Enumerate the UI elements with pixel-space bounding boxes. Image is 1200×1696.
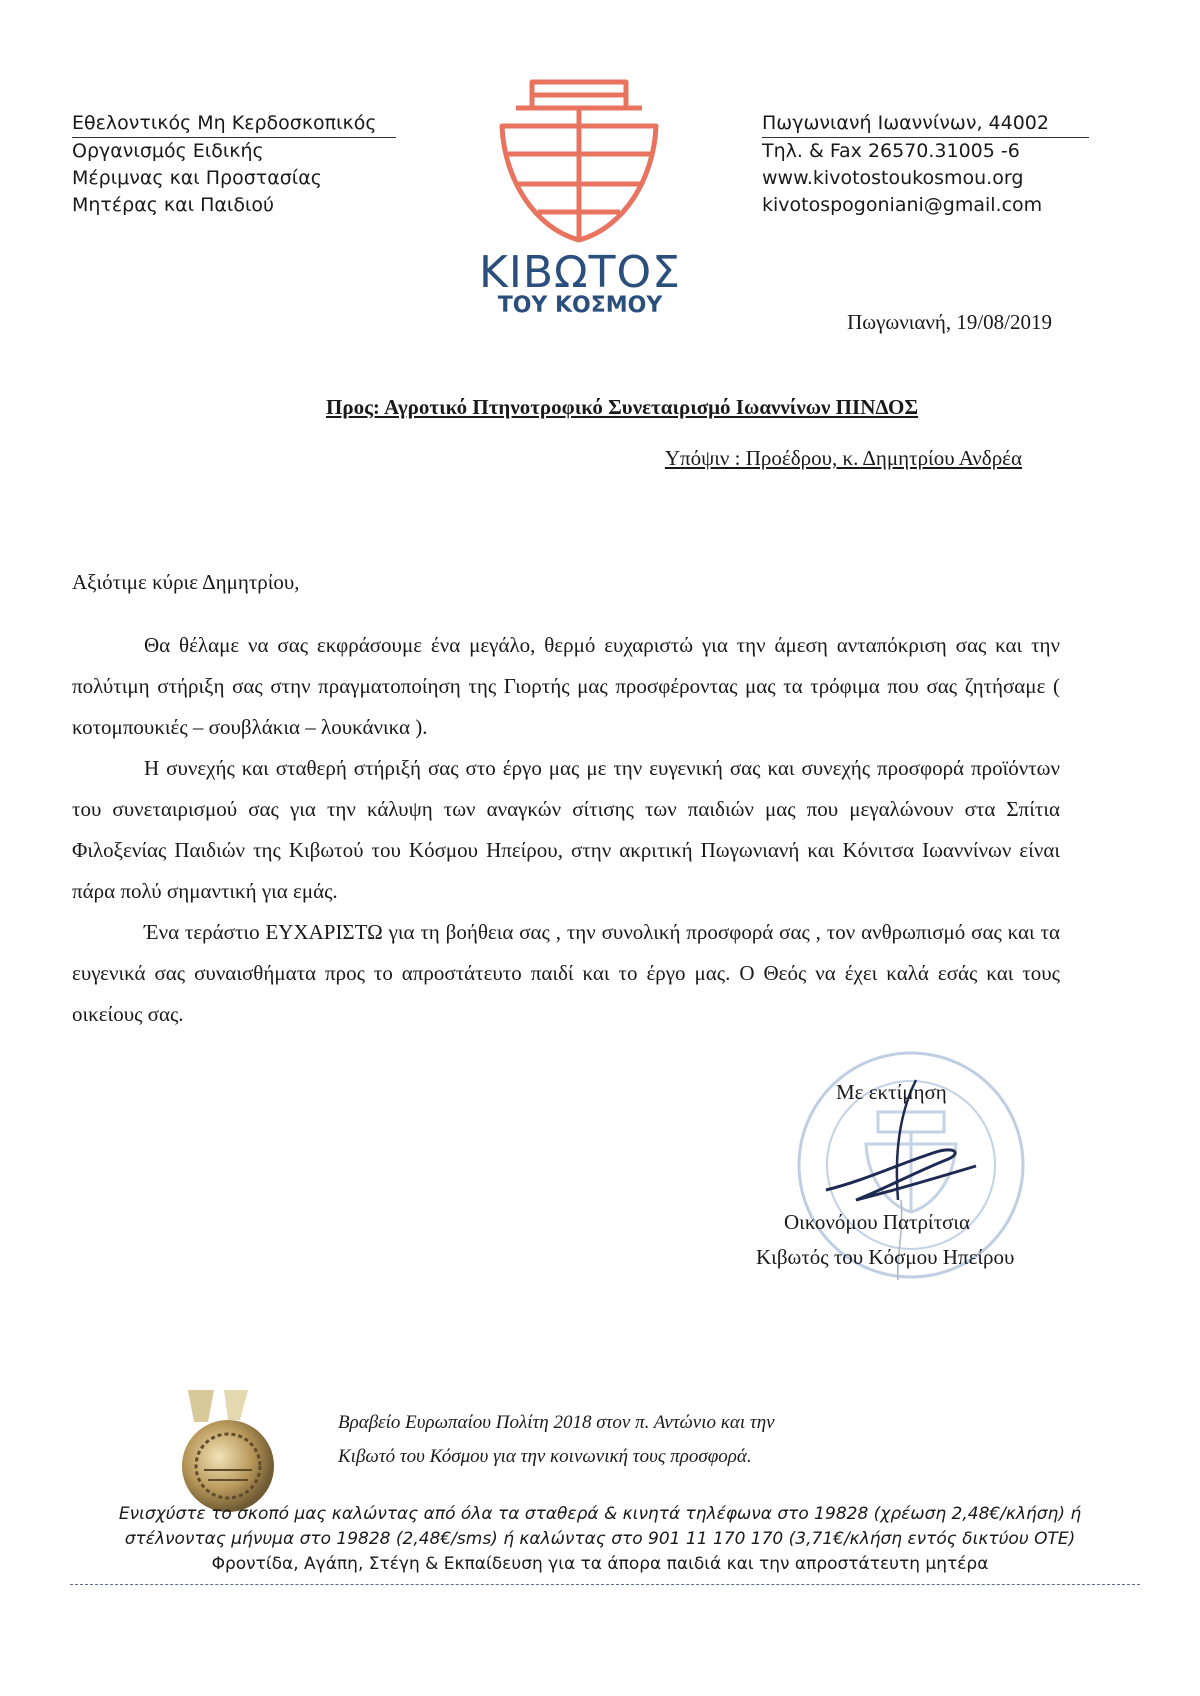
award-line-2: Κιβωτό του Κόσμου για την κοινωνική τους προσφορά. bbox=[338, 1446, 752, 1467]
organization-description bbox=[72, 110, 396, 219]
letter-date: Πωγωνιανή, 19/08/2019 bbox=[847, 310, 1052, 334]
paragraph: Η συνεχής και σταθερή στήριξή σας στο έργο μας με την ευγενική σας και συνεχής προσφορά προϊόντων του συνεταιρισμού σας για την κάλυψη των αναγκών σίτισης των παιδιών μας που μεγαλώνουν στα Σπίτια Φιλοξενίας Παιδιών της Κιβωτού του Κόσμου Ηπείρου, στην ακριτική Πωγωνιανή και Κόνιτσα Ιωαννίνων είναι πάρα πολύ σημαντική για εμάς. bbox=[72, 756, 1060, 903]
paragraph: Ένα τεράστιο ΕΥΧΑΡΙΣΤΩ για τη βοήθεια σας , την συνολική προσφορά σας , τον ανθρωπισμό σας και τα ευγενικά σας συναισθήματα προς το απροστάτευτο παιδί και το έργο μας. Ο Θεός να έχει καλά εσάς και τους οικείους σας. bbox=[72, 920, 1060, 1026]
ark-logo-icon bbox=[494, 78, 664, 246]
phone-fax: Τηλ. & Fax 26570.31005 -6 bbox=[762, 140, 1020, 162]
signer-name: Οικονόμου Πατρίτσια bbox=[784, 1210, 970, 1234]
footer bbox=[70, 1502, 1130, 1577]
footer-divider bbox=[70, 1584, 1140, 1585]
logo-title: ΚΙΒΩΤΟΣ bbox=[479, 247, 681, 298]
website: www.kivotostoukosmou.org bbox=[762, 167, 1024, 189]
attention-line: Υπόψιν : Προέδρου, κ. Δημητρίου Ανδρέα bbox=[664, 446, 1022, 470]
award-line-1: Βραβείο Ευρωπαίου Πολίτη 2018 στον π. Αντώνιο και την bbox=[338, 1412, 775, 1433]
footer-donation-line-1: Ενισχύστε το σκοπό μας καλώντας από όλα τα σταθερά & κινητά τηλέφωνα στο 19828 (χρέωση 2,48€/κλήση) ή bbox=[118, 1504, 1082, 1524]
address: Πωγωνιανή Ιωαννίνων, 44002 bbox=[762, 110, 1089, 138]
closing: Με εκτίμηση bbox=[836, 1080, 947, 1104]
salutation: Αξιότιμε κύριε Δημητρίου, bbox=[72, 570, 300, 594]
recipient: Προς: Αγροτικό Πτηνοτροφικό Συνεταιρισμό Ιωαννίνων ΠΙΝΔΟΣ bbox=[326, 395, 919, 419]
org-line-2: Οργανισμός Ειδικής bbox=[72, 140, 264, 162]
footer-donation-line-2: στέλνοντας μήνυμα στο 19828 (2,48€/sms) ή καλώντας στο 901 11 170 170 (3,71€/κλήση εντός δικτύου ΟΤΕ) bbox=[124, 1529, 1076, 1549]
award-text bbox=[338, 1406, 775, 1474]
email: kivotospogoniani@gmail.com bbox=[762, 194, 1043, 216]
org-line-4: Μητέρας και Παιδιού bbox=[72, 194, 275, 216]
org-line-1: Εθελοντικός Μη Κερδοσκοπικός bbox=[72, 110, 396, 138]
letter-body bbox=[72, 562, 1060, 1035]
signer-organization: Κιβωτός του Κόσμου Ηπείρου bbox=[756, 1245, 1015, 1269]
medal-icon bbox=[168, 1390, 288, 1515]
paragraph: Θα θέλαμε να σας εκφράσουμε ένα μεγάλο, θερμό ευχαριστώ για την άμεση ανταπόκριση σας και την πολύτιμη στήριξη σας στην πραγματοποίηση της Γιορτής μας προσφέροντας μας τα τρόφιμα που σας ζητήσαμε ( κοτομπουκιές – σουβλάκια – λουκάνικα ). bbox=[72, 633, 1060, 739]
logo-subtitle: ΤΟΥ ΚΟΣΜΟΥ bbox=[497, 293, 663, 318]
contact-details bbox=[762, 110, 1089, 219]
org-line-3: Μέριμνας και Προστασίας bbox=[72, 167, 322, 189]
footer-tagline: Φροντίδα, Αγάπη, Στέγη & Εκπαίδευση για τα άπορα παιδιά και την απροστάτευτη μητέρα bbox=[211, 1554, 989, 1574]
